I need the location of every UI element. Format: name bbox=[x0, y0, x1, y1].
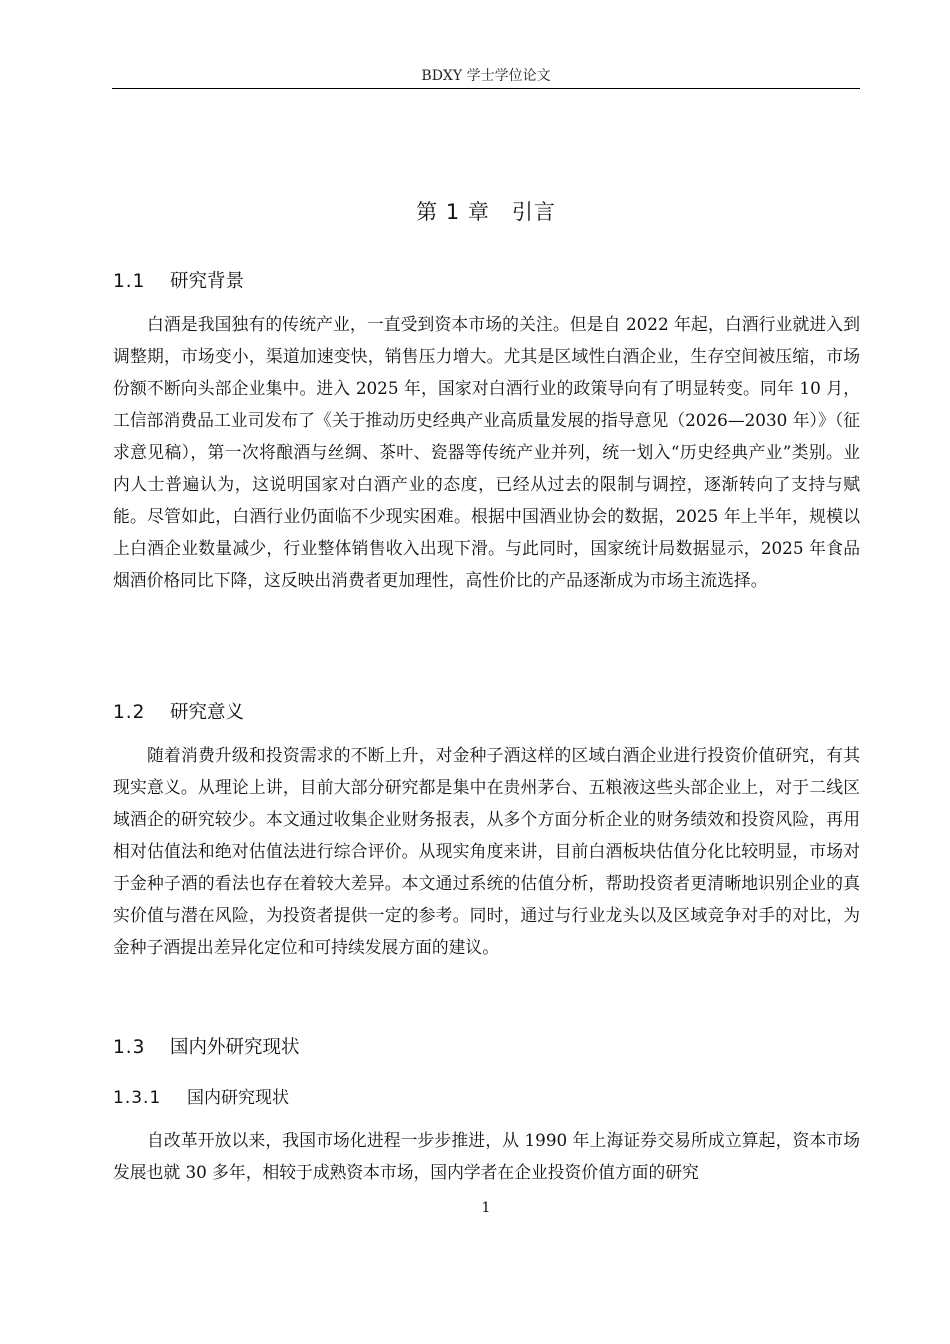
chapter-number: 第 1 章 bbox=[416, 200, 490, 224]
section-title: 研究意义 bbox=[170, 702, 245, 723]
chapter-title-text: 引言 bbox=[511, 200, 556, 224]
section-number: 1.2 bbox=[113, 702, 146, 723]
section-heading-1-1 bbox=[113, 269, 244, 295]
header-rule bbox=[112, 88, 860, 89]
paragraph-domestic-research: 自改革开放以来，我国市场化进程一步步推进，从 1990 年上海证券交易所成立算起，资本市场发展也就 30 多年，相较于成熟资本市场，国内学者在企业投资价值方面的研究 bbox=[113, 1130, 860, 1182]
section-number: 1.1 bbox=[113, 271, 146, 292]
section-heading-1-2 bbox=[113, 700, 244, 726]
section-title: 研究背景 bbox=[170, 271, 245, 292]
section-heading-1-3 bbox=[113, 1035, 300, 1061]
chapter-title bbox=[112, 197, 860, 227]
subsection-number: 1.3.1 bbox=[113, 1088, 162, 1108]
section-title: 国内外研究现状 bbox=[170, 1037, 300, 1058]
paragraph-research-significance: 随着消费升级和投资需求的不断上升，对金种子酒这样的区域白酒企业进行投资价值研究，有其现实意义。从理论上讲，目前大部分研究都是集中在贵州茅台、五粮液这些头部企业上，对于二线区域酒企的研究较少。本文通过收集企业财务报表，从多个方面分析企业的财务绩效和投资风险，再用相对估值法和绝对估值法进行综合评价。从现实角度来讲，目前白酒板块估值分化比较明显，市场对于金种子酒的看法也存在着较大差异。本文通过系统的估值分析，帮助投资者更清晰地识别企业的真实价值与潜在风险，为投资者提供一定的参考。同时，通过与行业龙头以及区域竞争对手的对比，为金种子酒提出差异化定位和可持续发展方面的建议。 bbox=[113, 745, 860, 957]
section-number: 1.3 bbox=[113, 1037, 146, 1058]
subsection-heading-1-3-1 bbox=[113, 1086, 289, 1110]
paragraph-research-background: 白酒是我国独有的传统产业，一直受到资本市场的关注。但是自 2022 年起，白酒行业就进入到调整期，市场变小，渠道加速变快，销售压力增大。尤其是区域性白酒企业，生存空间被压缩，市场份额不断向头部企业集中。进入 2025 年，国家对白酒行业的政策导向有了明显转变。同年 10 月，工信部消费品工业司发布了《关于推动历史经典产业高质量发展的指导意见（2026—2030 年）》（征求意见稿），第一次将酿酒与丝绸、茶叶、瓷器等传统产业并列，统一划入“历史经典产业”类别。业内人士普遍认为，这说明国家对白酒产业的态度，已经从过去的限制与调控，逐渐转向了支持与赋能。尽管如此，白酒行业仍面临不少现实困难。根据中国酒业协会的数据，2025 年上半年，规模以上白酒企业数量减少，行业整体销售收入出现下滑。与此同时，国家统计局数据显示，2025 年食品烟酒价格同比下降，这反映出消费者更加理性，高性价比的产品逐渐成为市场主流选择。 bbox=[113, 314, 860, 590]
running-header: BDXY 学士学位论文 bbox=[421, 68, 551, 84]
subsection-title: 国内研究现状 bbox=[187, 1088, 289, 1108]
page-number: 1 bbox=[481, 1200, 491, 1216]
